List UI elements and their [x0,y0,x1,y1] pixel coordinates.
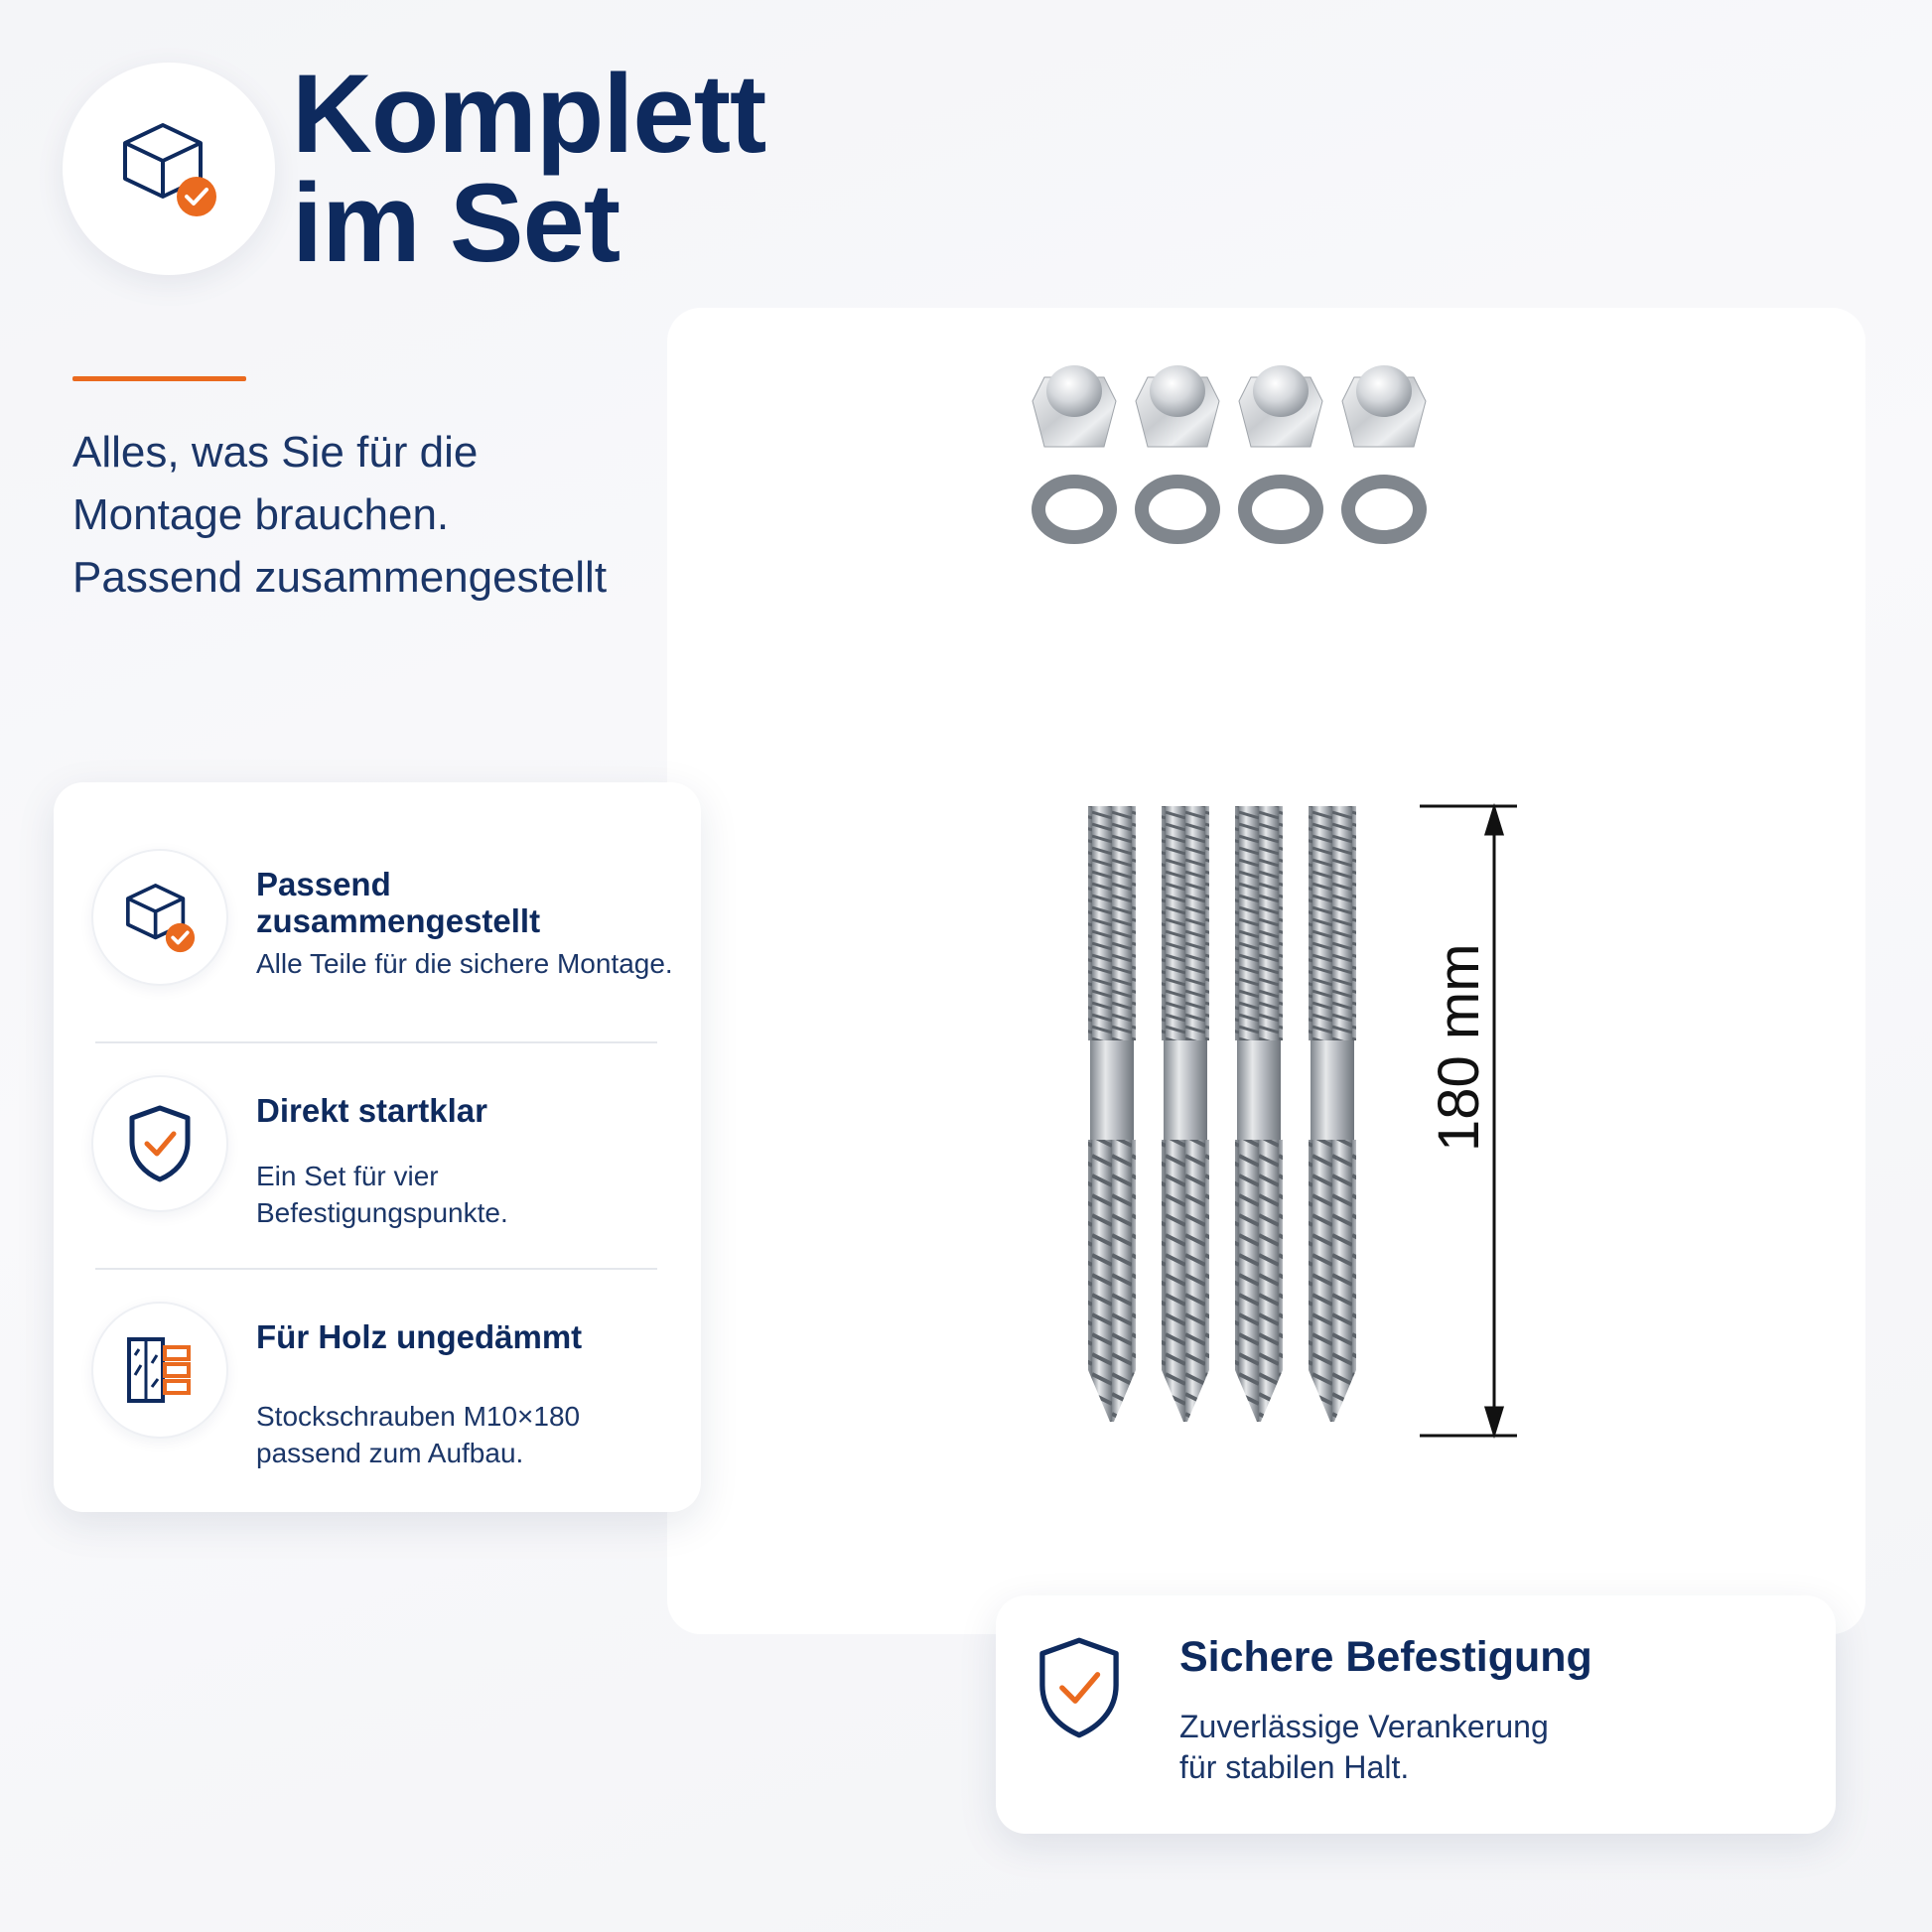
title-line-2: im Set [292,161,621,285]
cap-nut [1239,365,1322,447]
feature-title: Für Holz ungedämmt [256,1318,583,1355]
cap-nut [1033,365,1116,447]
feature-item-complete [54,782,701,1009]
secure-fastening-card [996,1595,1836,1834]
intro-line-2: Montage brauchen. [72,490,450,539]
washer [1142,482,1213,537]
feature-text: Alle Teile für die sichere Montage. [256,948,673,979]
feature-icon-circle [91,1075,228,1212]
feature-icon-circle [91,1302,228,1439]
washer [1038,482,1110,537]
hanger-bolt [1309,806,1356,1422]
hanger-bolt [1162,806,1209,1422]
feature-title: Direkt startklar [256,1092,487,1129]
cap-nut [1342,365,1426,447]
wall-layers-icon [125,1335,195,1405]
hanger-bolt [1235,806,1283,1422]
feature-card [54,782,701,1512]
feature-text: Stockschrauben M10×180 passend zum Aufbau. [256,1401,581,1468]
secure-fastening-line-1: Zuverlässige Verankerung [1179,1709,1549,1744]
intro-line-3: Passend zusammengestellt [72,553,608,602]
secure-fastening-text [1179,1707,1775,1788]
intro-line-1: Alles, was Sie für die [72,428,479,477]
cap-nut [1136,365,1219,447]
box-check-icon [122,880,198,955]
shield-check-icon [127,1104,193,1183]
secure-fastening-title: Sichere Befestigung [1179,1633,1592,1681]
feature-title: Passend zusammengestellt [256,866,541,939]
dimension-label: 180 mm [1427,943,1491,1152]
feature-icon-circle [91,849,228,986]
washer [1245,482,1316,537]
shield-check-icon [1034,1635,1125,1740]
washer [1348,482,1420,537]
hanger-bolt [1088,806,1136,1422]
title-line-1: Komplett [292,52,766,176]
feature-item-wood [54,1235,701,1468]
secure-fastening-line-2: für stabilen Halt. [1179,1749,1410,1785]
feature-item-ready [54,1009,701,1235]
feature-text: Ein Set für vier Befestigungspunkte. [256,1161,508,1228]
